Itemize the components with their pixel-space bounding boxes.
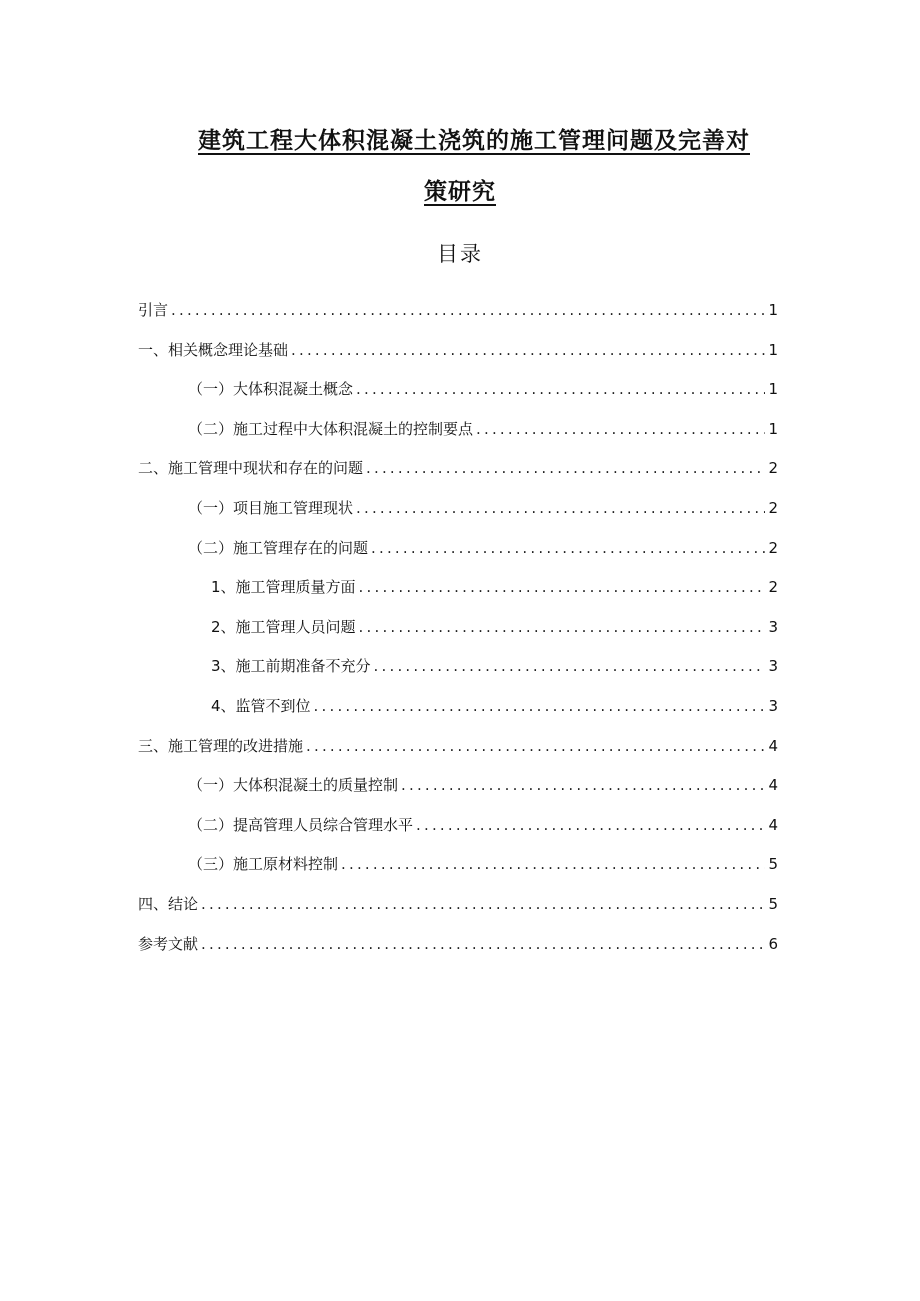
toc-entry[interactable]: [138, 771, 778, 811]
toc-entry-label: （二）施工管理存在的问题: [188, 538, 369, 557]
toc-entry[interactable]: [138, 811, 778, 851]
document-title-line-1: [0, 122, 920, 155]
toc-entry[interactable]: [138, 652, 778, 692]
toc-entry-label: 四、结论: [138, 894, 199, 913]
toc-entry-label: 4、监管不到位: [211, 696, 311, 715]
toc-heading: 目录: [437, 242, 483, 266]
toc-entry[interactable]: [138, 375, 778, 415]
toc-entry-page-number: 1: [768, 380, 778, 399]
toc-entry-page-number: 4: [768, 736, 778, 755]
toc-entry[interactable]: [138, 454, 778, 494]
toc-dot-leader: [476, 415, 765, 443]
toc-entry-page-number: 1: [768, 301, 778, 319]
toc-dot-leader: [416, 811, 765, 839]
document-title-text-2: 策研究: [424, 178, 496, 205]
toc-entry-label: 一、相关概念理论基础: [138, 340, 289, 359]
toc-dot-leader: [306, 732, 765, 760]
toc-entry-page-number: 1: [768, 340, 778, 359]
toc-entry-label: 三、施工管理的改进措施: [138, 736, 304, 755]
toc-entry[interactable]: [138, 534, 778, 574]
toc-entry-label: 3、施工前期准备不充分: [211, 657, 371, 676]
toc-entry-page-number: 2: [768, 498, 778, 517]
document-title-line-2: [0, 173, 920, 206]
toc-dot-leader: [356, 375, 765, 403]
toc-entry-page-number: 3: [768, 696, 778, 715]
toc-entry-label: 二、施工管理中现状和存在的问题: [138, 459, 364, 478]
toc-dot-leader: [371, 534, 765, 562]
toc-dot-leader: [201, 890, 765, 918]
toc-entry-page-number: 3: [768, 657, 778, 676]
toc-dot-leader: [341, 850, 765, 878]
toc-entry-page-number: 2: [768, 578, 778, 597]
toc-dot-leader: [359, 573, 766, 601]
toc-entry-page-number: 4: [768, 776, 778, 795]
toc-entry-page-number: 4: [768, 815, 778, 834]
toc-dot-leader: [366, 454, 765, 482]
toc-entry-page-number: 1: [768, 419, 778, 438]
table-of-contents: [138, 296, 778, 969]
toc-entry[interactable]: [138, 930, 778, 970]
toc-entry-label: 2、施工管理人员问题: [211, 617, 356, 636]
toc-entry[interactable]: [138, 850, 778, 890]
toc-dot-leader: [374, 652, 766, 680]
toc-entry-label: 引言: [138, 301, 169, 319]
toc-entry-label: 1、施工管理质量方面: [211, 578, 356, 597]
toc-entry-label: （一）大体积混凝土概念: [188, 380, 354, 399]
toc-dot-leader: [356, 494, 765, 522]
toc-entry-page-number: 2: [768, 459, 778, 478]
toc-entry-page-number: 6: [768, 934, 778, 953]
toc-dot-leader: [401, 771, 765, 799]
toc-dot-leader: [314, 692, 766, 720]
toc-entry-label: （二）提高管理人员综合管理水平: [188, 815, 414, 834]
toc-entry-label: 参考文献: [138, 934, 199, 953]
toc-entry-label: （一）项目施工管理现状: [188, 498, 354, 517]
toc-entry-label: （二）施工过程中大体积混凝土的控制要点: [188, 419, 474, 438]
toc-entry[interactable]: [138, 296, 778, 336]
document-title-text-1: 建筑工程大体积混凝土浇筑的施工管理问题及完善对: [198, 127, 750, 154]
toc-entry[interactable]: [138, 613, 778, 653]
toc-dot-leader: [291, 336, 765, 364]
toc-entry-page-number: 2: [768, 538, 778, 557]
toc-entry-label: （三）施工原材料控制: [188, 855, 339, 874]
toc-dot-leader: [171, 296, 765, 324]
toc-entry[interactable]: [138, 890, 778, 930]
toc-entry[interactable]: [138, 415, 778, 455]
toc-entry-page-number: 5: [768, 855, 778, 874]
toc-entry-page-number: 3: [768, 617, 778, 636]
toc-entry[interactable]: [138, 336, 778, 376]
toc-entry[interactable]: [138, 494, 778, 534]
toc-entry[interactable]: [138, 573, 778, 613]
toc-dot-leader: [201, 930, 765, 958]
toc-entry-label: （一）大体积混凝土的质量控制: [188, 776, 399, 795]
toc-entry-page-number: 5: [768, 894, 778, 913]
toc-entry[interactable]: [138, 692, 778, 732]
toc-entry[interactable]: [138, 732, 778, 772]
toc-dot-leader: [359, 613, 766, 641]
